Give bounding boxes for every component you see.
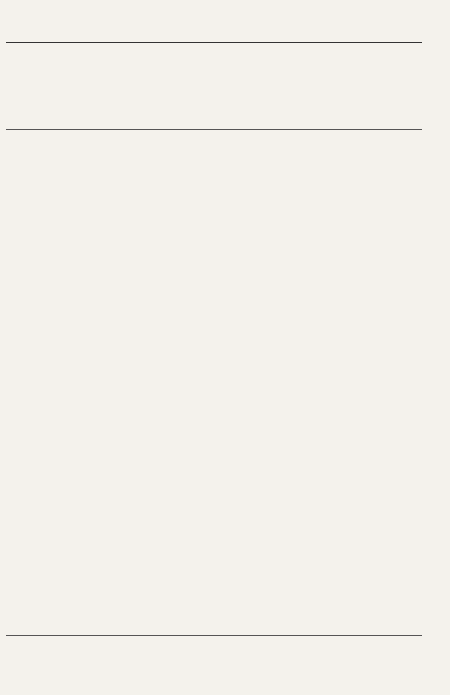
page-header xyxy=(0,18,450,42)
appendix-title xyxy=(6,623,422,636)
header-rule xyxy=(6,42,422,43)
part-title xyxy=(6,117,422,130)
part-economic-social-geography xyxy=(0,117,450,130)
appendix-section xyxy=(0,623,450,636)
